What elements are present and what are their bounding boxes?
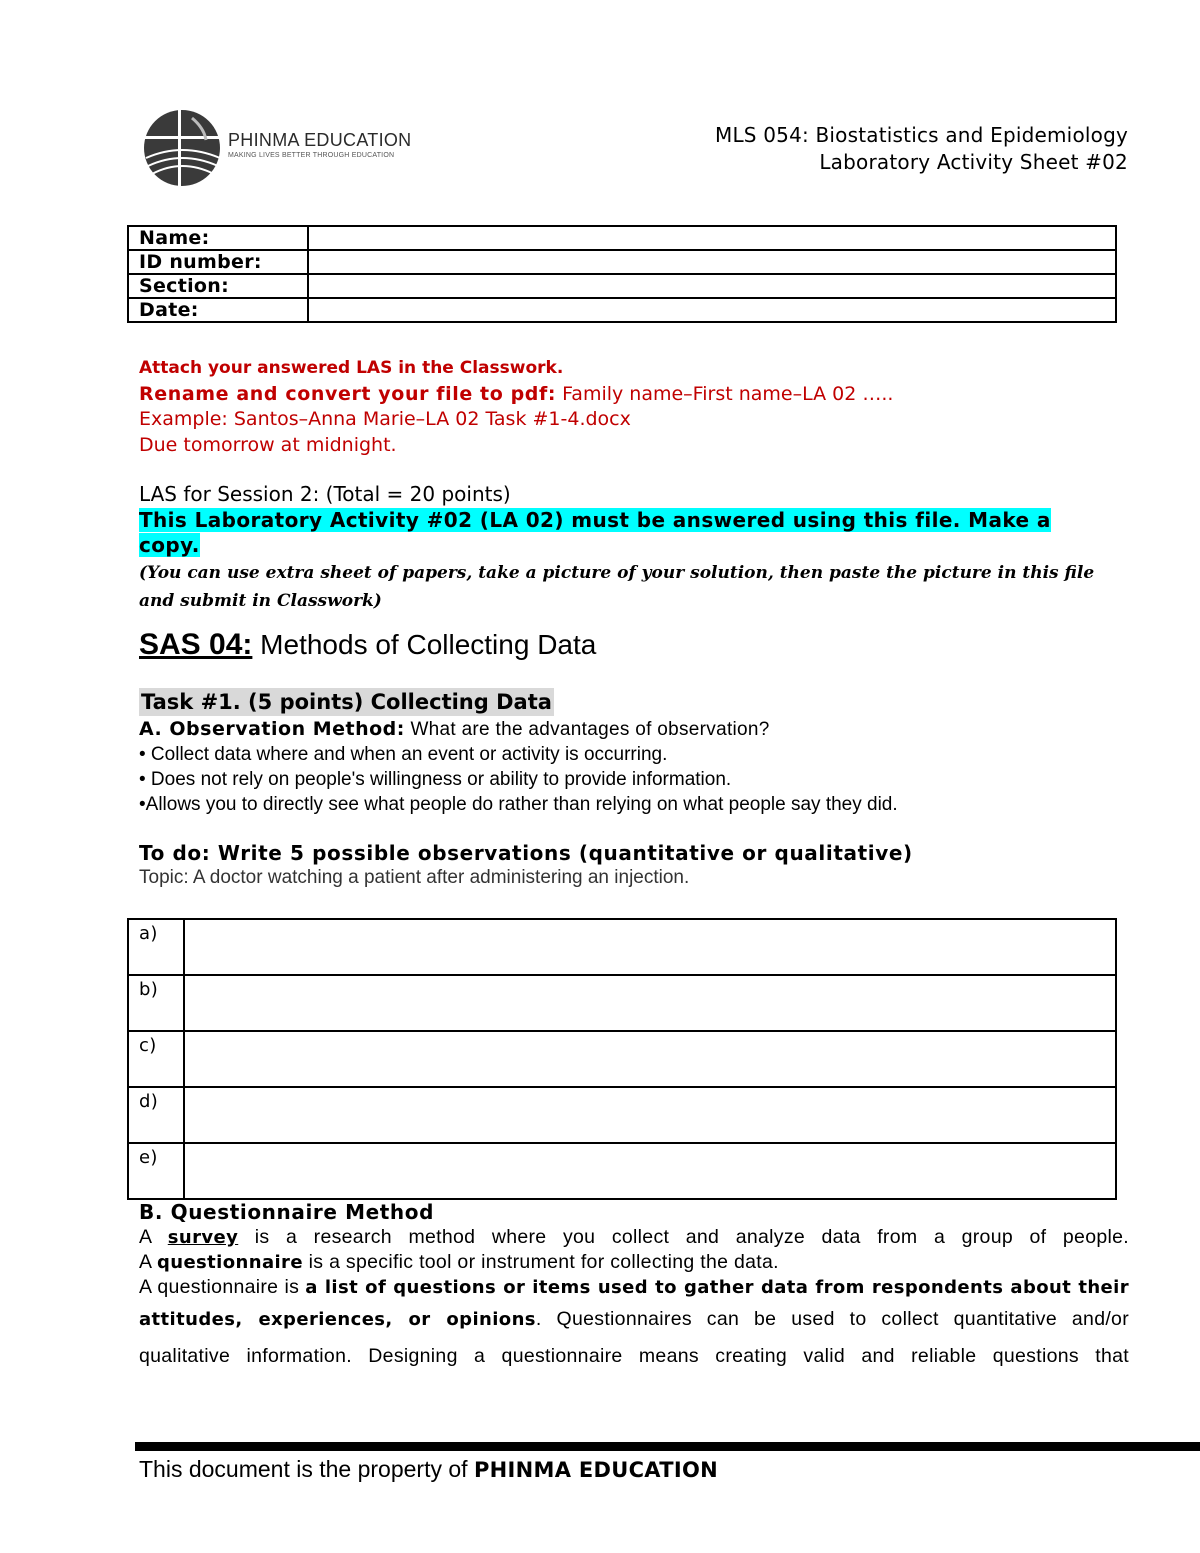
answer-label: c) (128, 1031, 184, 1087)
answer-label: b) (128, 975, 184, 1031)
answer-row (128, 1143, 1116, 1199)
answer-row (128, 919, 1116, 975)
info-row-date (128, 298, 1116, 322)
bold-span: attitudes, experiences, or opinions (139, 1309, 536, 1330)
id-number-field[interactable] (308, 250, 1116, 274)
student-info-table (127, 225, 1117, 323)
answer-field[interactable] (184, 1031, 1116, 1087)
questionnaire-heading: B. Questionnaire Method (139, 1200, 435, 1224)
text-span: is a research method where you collect and analyze data from a group of people. (238, 1226, 1129, 1248)
observation-question: What are the advantages of observation? (404, 719, 770, 740)
info-row-name (128, 226, 1116, 250)
example-filename: Example: Santos–Anna Marie–LA 02 Task #1-4.docx (139, 408, 631, 430)
logo-tagline: MAKING LIVES BETTER THROUGH EDUCATION (228, 152, 395, 159)
course-title: MLS 054: Biostatistics and Epidemiology (714, 123, 1128, 147)
answer-field[interactable] (184, 975, 1116, 1031)
due-date: Due tomorrow at midnight. (139, 433, 397, 456)
questionnaire-desc-line1 (139, 1275, 1129, 1300)
las-section (139, 482, 1099, 615)
answer-label: a) (128, 919, 184, 975)
sas-name: Methods of Collecting Data (252, 629, 597, 660)
logo-name: PHINMA EDUCATION (228, 130, 412, 150)
bullet-item: •Allows you to directly see what people do rather than relying on what people say they did. (139, 794, 898, 815)
bold-span: a list of questions or items used to gather data from respondents about their (305, 1277, 1129, 1298)
las-notice (139, 508, 1099, 559)
observation-question-line (139, 717, 1119, 742)
text-span: A questionnaire is (139, 1276, 306, 1298)
questionnaire-method (139, 1200, 1129, 1373)
topic-line: Topic: A doctor watching a patient after administering an injection. (139, 867, 690, 888)
id-number-label: ID number: (128, 250, 308, 274)
questionnaire-definition (139, 1250, 1129, 1275)
todo-block (139, 840, 1119, 890)
sas-title (139, 628, 596, 662)
rename-format: Family name–First name–LA 02 ….. (556, 382, 894, 405)
rename-label: Rename and convert your file to pdf: (139, 382, 557, 405)
submission-instructions (139, 356, 893, 458)
extra-sheet-note: (You can use extra sheet of papers, take a picture of your solution, then paste the picture in this file and submit in Classwork) (139, 562, 1095, 611)
observations-answer-table (127, 918, 1117, 1200)
las-session-title: LAS for Session 2: (Total = 20 points) (139, 482, 511, 506)
footer-owner: PHINMA EDUCATION (473, 1458, 718, 1482)
sheet-title: Laboratory Activity Sheet #02 (819, 150, 1128, 174)
answer-label: d) (128, 1087, 184, 1143)
footer-text: This document is the property of (139, 1456, 474, 1482)
date-field[interactable] (308, 298, 1116, 322)
questionnaire-desc-line3: qualitative information. Designing a questionnaire means creating valid and reliable questions that (139, 1345, 1129, 1367)
answer-row (128, 1031, 1116, 1087)
task1-title: Task #1. (5 points) Collecting Data (141, 690, 552, 714)
survey-definition (139, 1225, 1129, 1250)
answer-field[interactable] (184, 919, 1116, 975)
todo-instruction: To do: Write 5 possible observations (quantitative or qualitative) (139, 841, 913, 865)
survey-term: survey (167, 1227, 239, 1248)
rename-instruction (139, 382, 893, 408)
attach-instruction: Attach your answered LAS in the Classwork. (139, 358, 564, 378)
answer-row (128, 1087, 1116, 1143)
section-label: Section: (128, 274, 308, 298)
answer-field[interactable] (184, 1143, 1116, 1199)
footer-divider (135, 1442, 1200, 1451)
name-label: Name: (128, 226, 308, 250)
footer (139, 1456, 718, 1483)
date-label: Date: (128, 298, 308, 322)
answer-row (128, 975, 1116, 1031)
answer-label: e) (128, 1143, 184, 1199)
info-row-section (128, 274, 1116, 298)
text-span: is a specific tool or instrument for collecting the data. (302, 1251, 779, 1273)
section-field[interactable] (308, 274, 1116, 298)
answer-field[interactable] (184, 1087, 1116, 1143)
sas-code: SAS 04: (139, 628, 253, 661)
bullet-item: • Does not rely on people's willingness or ability to provide information. (139, 769, 732, 790)
highlighted-notice: This Laboratory Activity #02 (LA 02) must be answered using this file. Make a copy. (139, 507, 1051, 557)
questionnaire-desc-line2 (139, 1300, 1129, 1339)
name-field[interactable] (308, 226, 1116, 250)
text-span: A (139, 1226, 168, 1248)
observation-heading: A. Observation Method: (139, 718, 405, 740)
observation-method (139, 717, 1119, 817)
text-span: . Questionnaires can be used to collect quantitative and/or (535, 1308, 1129, 1330)
text-span: A (139, 1251, 157, 1273)
info-row-id (128, 250, 1116, 274)
phinma-globe-icon (142, 106, 226, 190)
bullet-item: • Collect data where and when an event or activity is occurring. (139, 744, 668, 765)
questionnaire-term: questionnaire (156, 1252, 303, 1273)
course-header (715, 122, 1128, 176)
